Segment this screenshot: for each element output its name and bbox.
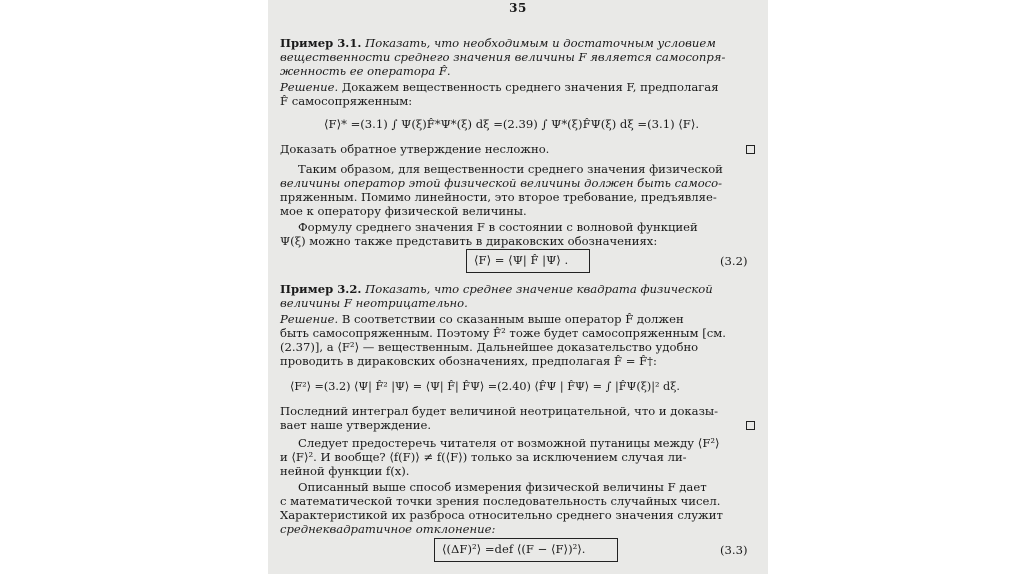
solution-1-label: Решение. <box>280 80 339 94</box>
equation-3-3-number: (3.3) <box>720 543 748 557</box>
solution-1-text: Докажем вещественность среднего значения F, предполагая <box>341 80 719 94</box>
example-3-2-line-1 <box>280 283 713 296</box>
example-3-2-heading: Пример 3.2. <box>280 282 362 296</box>
example-3-1-heading: Пример 3.1. <box>280 36 362 50</box>
solution-1-line-1 <box>280 81 719 94</box>
page-number: 35 <box>509 1 527 15</box>
solution-1-line-2: F̂ самосопряженным: <box>280 94 413 108</box>
paragraph-2-line-2: Ψ(ξ) можно также представить в дираковских обозначениях: <box>280 234 658 248</box>
solution-2-line-4: проводить в дираковских обозначениях, предполагая F̂ = F̂†: <box>280 354 657 368</box>
solution-2-line-3: (2.37)], а ⟨F²⟩ — вещественным. Дальнейшее доказательство удобно <box>280 340 699 354</box>
solution-2-line-2: быть самосопряженным. Поэтому F̂² тоже будет самосопряженным [см. <box>280 326 726 340</box>
solution-2-label: Решение. <box>280 312 339 326</box>
paragraph-3-line-2: и ⟨F⟩². И вообще? ⟨f(F)⟩ ≠ f(⟨F⟩) только за исключением случая ли- <box>280 450 687 464</box>
paragraph-3-line-1: Следует предостеречь читателя от возможной путаницы между ⟨F²⟩ <box>298 436 720 450</box>
qed-mark-1 <box>746 145 755 154</box>
paragraph-1-line-2: величины оператор этой физической величины должен быть самосо- <box>280 176 723 190</box>
converse-statement: Доказать обратное утверждение несложно. <box>280 142 550 156</box>
example-3-1-line-2: вещественности среднего значения величины F является самосопря- <box>280 50 726 64</box>
example-3-1-line-3: женность ее оператора F̂. <box>280 64 451 78</box>
paragraph-2-line-1: Формулу среднего значения F в состоянии с волновой функцией <box>298 220 698 234</box>
qed-mark-2 <box>746 421 755 430</box>
paragraph-1-line-3: пряженным. Помимо линейности, это второе требование, предъявляе- <box>280 190 717 204</box>
conclusion-line-2: вает наше утверждение. <box>280 418 432 432</box>
example-3-2-line-2: величины F неотрицательно. <box>280 296 468 310</box>
equation-self-adjoint: ⟨F⟩* =(3.1) ∫ Ψ(ξ)F̂*Ψ*(ξ) dξ =(2.39) ∫ Ψ*(ξ)F̂Ψ(ξ) dξ =(3.1) ⟨F⟩. <box>324 117 700 131</box>
example-3-1-text: Показать, что необходимым и достаточным условием <box>365 36 716 50</box>
paragraph-4-line-4: среднеквадратичное отклонение: <box>280 522 496 536</box>
solution-2-text: В соответствии со сказанным выше оператор F̂ должен <box>341 312 684 326</box>
paragraph-1-line-4: мое к оператору физической величины. <box>280 204 527 218</box>
example-3-2-text: Показать, что среднее значение квадрата физической <box>365 282 713 296</box>
equation-3-3: ⟨(ΔF)²⟩ =def ⟨(F − ⟨F⟩)²⟩. <box>442 542 586 556</box>
paragraph-4-line-2: с математической точки зрения последовательность случайных чисел. <box>280 494 721 508</box>
paragraph-3-line-3: нейной функции f(x). <box>280 464 410 478</box>
paragraph-4-line-1: Описанный выше способ измерения физической величины F дает <box>298 480 707 494</box>
scanned-page <box>268 0 768 574</box>
example-3-1-line-1 <box>280 37 716 50</box>
equation-3-2: ⟨F⟩ = ⟨Ψ| F̂ |Ψ⟩ . <box>474 253 569 267</box>
paragraph-4-line-3: Характеристикой их разброса относительно среднего значения служит <box>280 508 723 522</box>
paragraph-1-line-1: Таким образом, для вещественности среднего значения физической <box>298 162 723 176</box>
conclusion-line-1: Последний интеграл будет величиной неотрицательной, что и доказы- <box>280 404 719 418</box>
equation-3-2-number: (3.2) <box>720 254 748 268</box>
solution-2-line-1 <box>280 313 684 326</box>
equation-mean-square: ⟨F²⟩ =(3.2) ⟨Ψ| F̂² |Ψ⟩ = ⟨Ψ| F̂| F̂Ψ⟩ =(2.40) ⟨F̂Ψ | F̂Ψ⟩ = ∫ |F̂Ψ(ξ)|² dξ. <box>290 380 680 393</box>
